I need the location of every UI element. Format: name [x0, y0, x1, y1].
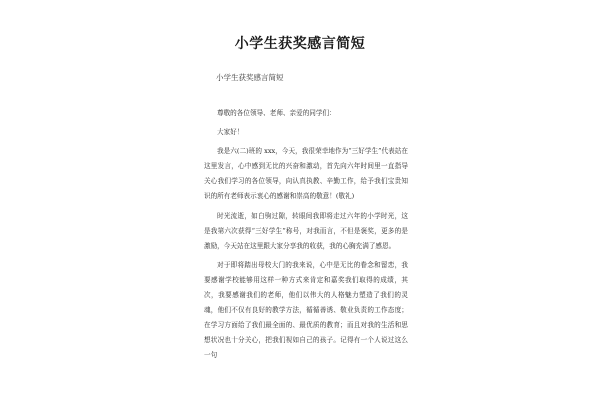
body-paragraph: 我是六(二)班的 xxx，今天，我很荣幸地作为“三好学生”代表站在这里发言，心中感到无比的兴奋和激动，首先向六年时间里一直指导关心我们学习的各位领导，向认真执教、辛勤工作，给予我们宝贵知识的所有老师表示衷心的感谢和崇高的敬意！(敬礼)	[204, 147, 408, 201]
document-subtitle: 小学生获奖感言简短	[216, 73, 284, 82]
document-title: 小学生获奖感言简短	[234, 36, 366, 52]
document-body	[204, 106, 408, 368]
salutation-paragraph: 尊敬的各位领导、老师、亲爱的同学们：	[217, 109, 336, 117]
body-paragraph: 对于即将踏出母校大门的我来说，心中是无比的眷念和留恋，我要感谢学校能够用这样一种方式来肯定和嘉奖我们取得的成绩，其次，我要感谢我们的老师，他们以伟大的人格魅力塑造了我们的灵魂，他们不仅有良好的教学方法，循循善诱、敬业负责的工作态度；在学习方面给了我们最全面的、最优质的教育；而且对我的生活和思想状况也十分关心，把我们视如自己的孩子。记得有一个人说过这么一句	[204, 260, 408, 360]
body-paragraph: 时光流逝，如白驹过隙，转眼间我即将走过六年的小学时光，这是我第六次获得“三好学生”称号，对我而言，不但是褒奖，更多的是激励，今天站在这里跟大家分享我的收获，我的心胸充满了感恩。	[204, 211, 408, 250]
greeting-paragraph: 大家好！	[217, 128, 244, 137]
